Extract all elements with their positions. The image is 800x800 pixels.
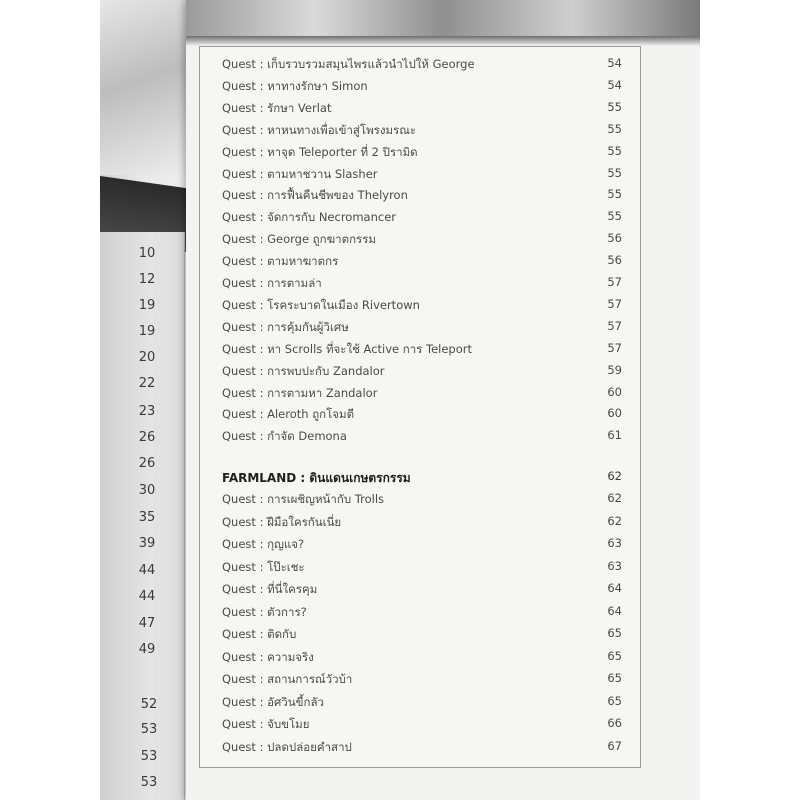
toc-entry [222, 385, 622, 405]
left-page-number: 23 [138, 404, 156, 419]
toc-section-title: FARMLAND : ดินแดนเกษตรกรรม [222, 471, 411, 485]
toc-page-number: 61 [607, 428, 622, 443]
toc-page-number: 62 [607, 513, 622, 528]
toc-page-number: 55 [607, 121, 622, 136]
toc-entry-title: Quest : ตัวการ? [222, 604, 307, 619]
left-page-number: 53 [140, 722, 158, 737]
toc-entry [222, 626, 622, 646]
toc-page-number: 64 [607, 603, 622, 618]
toc-entry [222, 341, 622, 361]
toc-page-number: 54 [607, 56, 622, 70]
header-illustration-edge [186, 36, 700, 46]
toc-page-number: 65 [607, 626, 622, 640]
toc-entry-title: Quest : ปลดปล่อยคำสาป [222, 739, 352, 754]
left-page-number: 39 [138, 536, 156, 551]
toc-entry [222, 716, 622, 736]
toc-entry [222, 694, 622, 714]
left-page-number: 47 [138, 616, 156, 631]
left-page-number: 19 [138, 298, 156, 313]
toc-entry [222, 581, 622, 601]
toc-entry [222, 231, 622, 251]
toc-entry [222, 100, 622, 120]
toc-entry [222, 297, 622, 317]
toc-entry-title: Quest : จับขโมย [222, 717, 310, 731]
toc-page-number: 65 [607, 693, 622, 708]
left-page-number: 19 [138, 324, 156, 339]
toc-entry-title: Quest : ตามหาชวาน Slasher [222, 166, 378, 181]
toc-entry [222, 187, 622, 207]
toc-page-number: 55 [607, 99, 622, 114]
left-page-number: 35 [138, 510, 156, 525]
toc-page-number: 55 [607, 143, 622, 158]
left-page-number: 22 [138, 376, 156, 391]
toc-entry-title: Quest : สถานการณ์วัวบ้า [222, 672, 353, 686]
left-page-number: 49 [138, 642, 156, 657]
toc-entry-title: Quest : ความจริง [222, 649, 314, 664]
toc-entry [222, 253, 622, 273]
toc-page-number: 57 [607, 275, 622, 289]
toc-entry [222, 122, 622, 142]
left-page-number: 44 [138, 589, 156, 604]
toc-entry-title: Quest : ฝีมือใครกันเนี่ย [222, 514, 342, 529]
toc-entry-title: Quest : George ถูกฆาตกรรม [222, 232, 376, 247]
left-page-number: 26 [138, 430, 156, 445]
toc-page-number: 57 [607, 318, 622, 333]
toc-page-number: 63 [607, 558, 622, 573]
toc-entry [222, 649, 622, 669]
toc-entry-title: Quest : หา Scrolls ที่จะใช้ Active การ Teleport [222, 341, 473, 356]
toc-entry-title: Quest : ติดกับ [222, 627, 297, 641]
toc-page-number: 59 [607, 362, 622, 377]
toc-page-number: 57 [607, 296, 622, 311]
toc-entry-title: Quest : การตามหา Zandalor [222, 385, 378, 400]
left-page-illustration [100, 0, 200, 175]
toc-entry-title: Quest : Aleroth ถูกโจมตี [222, 407, 355, 422]
toc-entry [222, 536, 622, 556]
toc-entry-title: Quest : หาทางรักษา Simon [222, 78, 368, 93]
toc-entry-title: Quest : ที่นี่ใครคุม [222, 582, 318, 596]
toc-page-number: 57 [607, 340, 622, 355]
toc-entry [222, 209, 622, 229]
toc-entry [222, 144, 622, 164]
toc-entry-title: Quest : อัศวินขี้กลัว [222, 694, 324, 709]
toc-section-heading [222, 469, 622, 489]
toc-entry [222, 491, 622, 511]
toc-entry-title: Quest : ตามหาฆาตกร [222, 254, 339, 269]
toc-page-number: 55 [607, 209, 622, 224]
toc-page-number: 64 [607, 581, 622, 595]
left-page-number: 26 [138, 456, 156, 471]
toc-entry-title: Quest : โป๊ะเชะ [222, 559, 305, 574]
toc-entry-title: Quest : หาหนทางเพื่อเข้าสู่โพรงมรณะ [222, 122, 417, 137]
toc-entry-title: Quest : หาจุด Teleporter ที่ 2 ปิรามิด [222, 144, 418, 159]
toc-entry [222, 604, 622, 624]
toc-entry [222, 671, 622, 691]
toc-entry [222, 739, 622, 759]
toc-entry [222, 363, 622, 383]
toc-page-number: 55 [607, 165, 622, 180]
toc-page-number: 67 [607, 738, 622, 753]
left-page-number: 30 [138, 483, 156, 498]
toc-entry [222, 559, 622, 579]
toc-page-number: 63 [607, 536, 622, 550]
toc-page-number: 62 [607, 469, 622, 483]
left-page-number: 10 [138, 246, 156, 261]
toc-page-number: 54 [607, 77, 622, 92]
toc-page-number: 55 [607, 187, 622, 202]
left-page-number: 12 [138, 272, 156, 287]
left-page-number: 44 [138, 563, 156, 578]
toc-page-number: 65 [607, 648, 622, 663]
toc-entry [222, 514, 622, 534]
toc-entry [222, 406, 622, 426]
left-page-number: 53 [140, 775, 158, 790]
toc-entry-title: Quest : โรคระบาดในเมือง Rivertown [222, 297, 420, 312]
toc-entry-title: Quest : การพบปะกับ Zandalor [222, 363, 385, 378]
toc-page-number: 65 [607, 671, 622, 685]
left-page-number: 53 [140, 749, 158, 764]
toc-page-number: 56 [607, 231, 622, 246]
toc-entry-title: Quest : กุญแจ? [222, 537, 305, 551]
toc-entry [222, 78, 622, 98]
toc-entry [222, 275, 622, 295]
toc-entry-title: Quest : การตามล่า [222, 276, 322, 290]
toc-entry-title: Quest : การเผชิญหน้ากับ Trolls [222, 492, 385, 506]
toc-page-number: 66 [607, 716, 622, 730]
toc-page-number: 56 [607, 253, 622, 268]
toc-page-number: 60 [607, 406, 622, 421]
toc-entry-title: Quest : การคุ้มกันผู้วิเศษ [222, 319, 349, 334]
background-margin [700, 0, 800, 800]
toc-entry-title: Quest : การฟื้นคืนชีพของ Thelyron [222, 188, 408, 203]
left-page-number: 20 [138, 350, 156, 365]
toc-page-number: 60 [607, 384, 622, 399]
toc-entry-title: Quest : กำจัด Demona [222, 429, 347, 444]
left-page-number: 52 [140, 697, 158, 712]
toc-entry-title: Quest : เก็บรวบรวมสมุนไพรแล้วนำไปให้ George [222, 57, 475, 71]
toc-entry [222, 56, 622, 76]
toc-entry-title: Quest : จัดการกับ Necromancer [222, 210, 396, 225]
toc-entry [222, 428, 622, 448]
toc-entry-title: Quest : รักษา Verlat [222, 100, 332, 115]
toc-page-number: 62 [607, 491, 622, 505]
toc-entry [222, 166, 622, 186]
toc-entry [222, 319, 622, 339]
